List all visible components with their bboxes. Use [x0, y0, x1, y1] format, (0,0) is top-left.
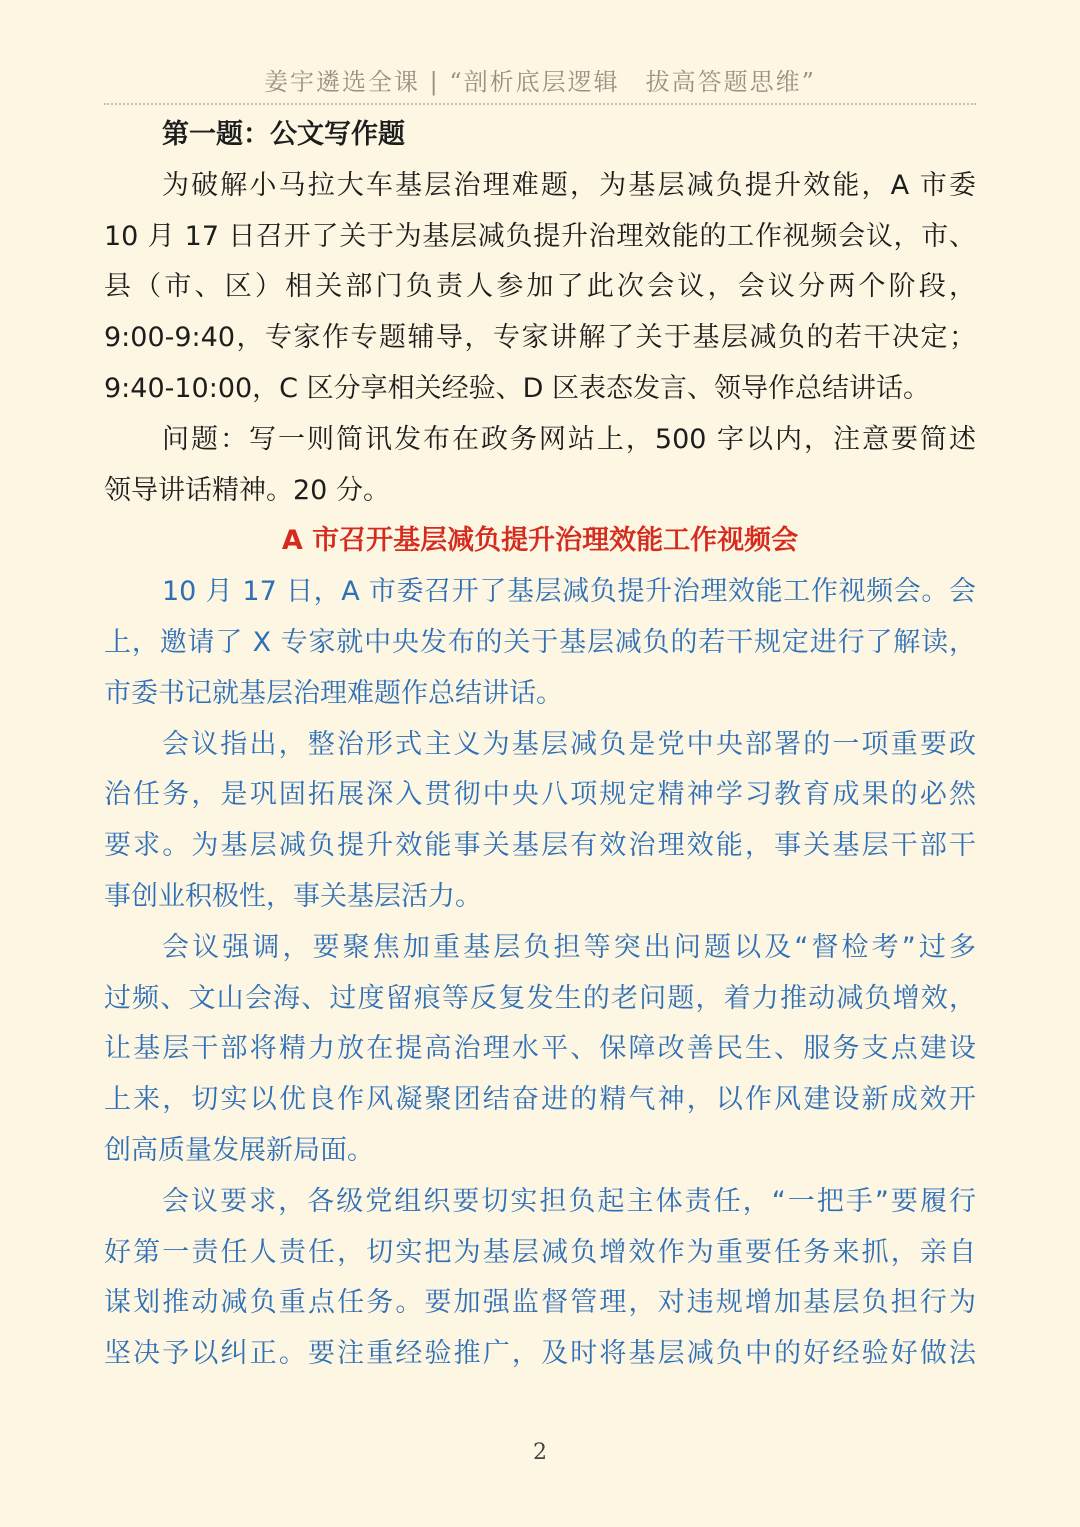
question-line: 9:40-10:00，C 区分享相关经验、D 区表态发言、领导作总结讲话。 [104, 372, 930, 404]
answer-line: 上来，切实以优良作风凝聚团结奋进的精气神，以作风建设新成效开 [104, 1084, 976, 1116]
answer-line: 创高质量发展新局面。 [104, 1134, 374, 1166]
question-line: 为破解小马拉大车基层治理难题，为基层减负提升效能，A 市委 [162, 169, 976, 201]
answer-line: 会议强调，要聚焦加重基层负担等突出问题以及“督检考”过多 [162, 931, 976, 963]
running-header: 姜宇遴选全课 | “剖析底层逻辑 拔高答题思维” [264, 68, 816, 96]
answer-title: A 市召开基层减负提升治理效能工作视频会 [281, 525, 799, 557]
page-content [104, 110, 976, 1380]
question-line: 10 月 17 日召开了关于为基层减负提升治理效能的工作视频会议，市、 [104, 220, 976, 252]
answer-line: 坚决予以纠正。要注重经验推广，及时将基层减负中的好经验好做法 [104, 1338, 976, 1370]
page-number: 2 [533, 1440, 547, 1465]
answer-line: 过频、文山会海、过度留痕等反复发生的老问题，着力推动减负增效， [104, 982, 976, 1014]
answer-line: 会议要求，各级党组织要切实担负起主体责任，“一把手”要履行 [162, 1185, 976, 1217]
answer-line: 让基层干部将精力放在提高治理水平、保障改善民生、服务支点建设 [104, 1033, 976, 1065]
answer-line: 市委书记就基层治理难题作总结讲话。 [104, 677, 563, 709]
header-dotted-divider [104, 103, 976, 105]
question-title: 第一题：公文写作题 [162, 119, 405, 150]
answer-line: 谋划推动减负重点任务。要加强监督管理，对违规增加基层负担行为 [104, 1287, 976, 1319]
task-line: 问题：写一则简讯发布在政务网站上，500 字以内，注意要简述 [162, 423, 976, 455]
answer-line: 会议指出，整治形式主义为基层减负是党中央部署的一项重要政 [162, 728, 976, 760]
answer-line: 好第一责任人责任，切实把为基层减负增效作为重要任务来抓，亲自 [104, 1236, 976, 1268]
question-line: 9:00-9:40，专家作专题辅导，专家讲解了关于基层减负的若干决定； [104, 322, 976, 354]
answer-line: 上，邀请了 X 专家就中央发布的关于基层减负的若干规定进行了解读， [104, 626, 976, 658]
answer-line: 治任务，是巩固拓展深入贯彻中央八项规定精神学习教育成果的必然 [104, 779, 976, 811]
task-line: 领导讲话精神。20 分。 [104, 474, 390, 506]
answer-line: 事创业积极性，事关基层活力。 [104, 880, 482, 912]
question-line: 县（市、区）相关部门负责人参加了此次会议，会议分两个阶段， [104, 271, 976, 303]
answer-line: 要求。为基层减负提升效能事关基层有效治理效能，事关基层干部干 [104, 830, 976, 862]
answer-line: 10 月 17 日，A 市委召开了基层减负提升治理效能工作视频会。会 [162, 576, 976, 608]
